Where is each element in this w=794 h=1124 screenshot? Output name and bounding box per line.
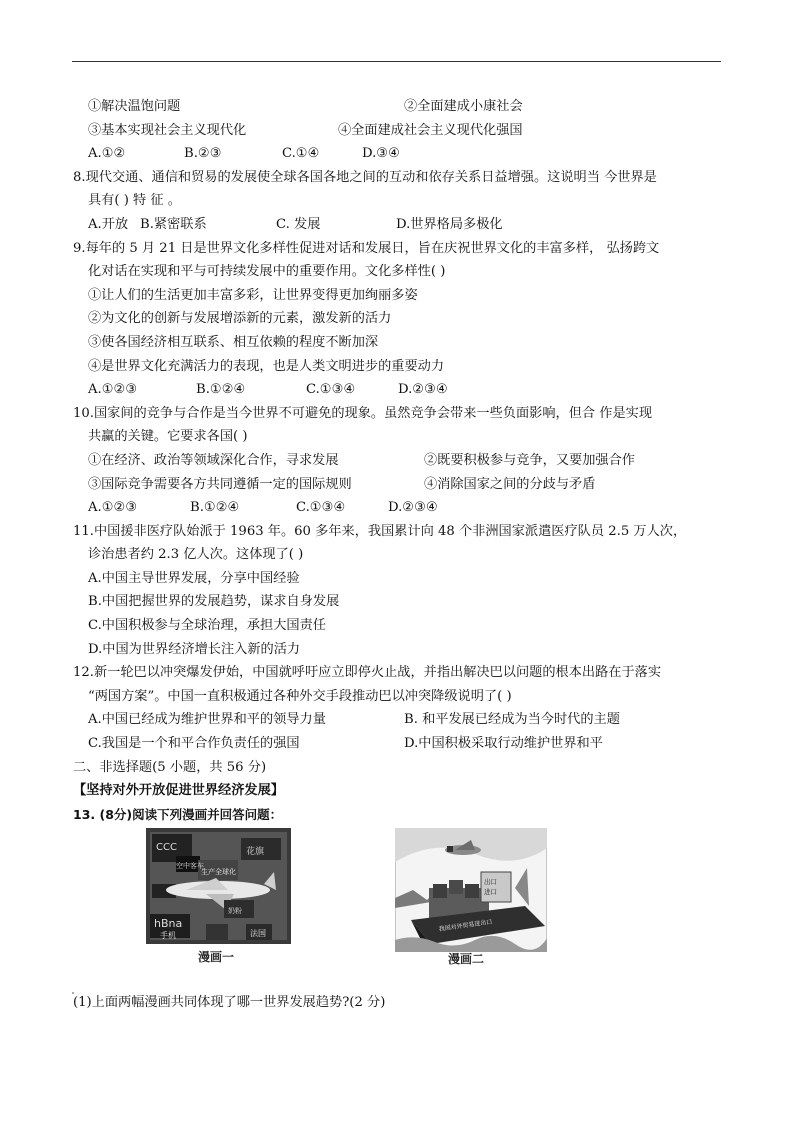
q10-option-3: ③国际竞争需要各方共同遵循一定的国际规则 <box>88 476 352 492</box>
choice-a[interactable]: A.①②③ <box>88 382 138 398</box>
q9-stem: 9.每年的 5 月 21 日是世界文化多样性促进对话和发展日，旨在庆祝世界文化的丰富多样， 弘扬跨文 <box>73 240 660 256</box>
choice-c[interactable]: C.①③④ <box>296 500 346 516</box>
q12-choice-b[interactable]: B. 和平发展已经成为当今时代的主题 <box>404 712 620 728</box>
q9-option-3: ③使各国经济相互联系、相互依赖的程度不断加深 <box>88 334 379 350</box>
q13-stem: 13. (8分)阅读下列漫画并回答问题： <box>73 806 283 822</box>
comic-1-caption: 漫画一 <box>198 950 235 965</box>
choice-a[interactable]: A.①②③ <box>88 500 138 516</box>
comic-1-label-huaqi: 花旗 <box>246 847 265 858</box>
comic-1-label-milk: 奶粉 <box>228 907 242 916</box>
comic-1-label-hbna: hBna <box>154 917 183 931</box>
q9-option-4: ④是世界文化充满活力的表现，也是人类文明进步的重要动力 <box>88 358 445 374</box>
q9-option-2: ②为文化的创新与发展增添新的元素，激发新的活力 <box>88 311 392 327</box>
q8-stem-cont: 具有( ) 特 征 。 <box>88 193 181 209</box>
q9-option-1: ①让人们的生活更加丰富多彩，让世界变得更加绚丽多姿 <box>88 287 418 303</box>
q8-stem: 8.现代交通、通信和贸易的发展使全球各国各地之间的互动和依存关系日益增强。这说明当 今世界是 <box>73 169 657 185</box>
q10-option-4: ④消除国家之间的分歧与矛盾 <box>424 476 596 492</box>
q8-choices <box>88 213 728 237</box>
q12-stem: 12.新一轮巴以冲突爆发伊始，中国就呼吁应立即停火止战，并指出解决巴以问题的根本出路在于落实 <box>73 665 662 681</box>
q12-choice-row <box>88 732 728 756</box>
header-rule <box>72 61 721 62</box>
q7-option-row <box>88 119 728 143</box>
choice-a[interactable]: A.①② <box>88 146 126 162</box>
q12-choice-a[interactable]: A.中国已经成为维护世界和平的领导力量 <box>88 712 326 728</box>
choice-c[interactable]: C. 发展 <box>276 216 321 232</box>
q7-option-1: ①解决温饱问题 <box>88 99 181 114</box>
choice-d[interactable]: D.②③④ <box>388 500 438 516</box>
q10-option-row <box>88 449 728 473</box>
section-topic: 【坚持对外开放促进世界经济发展】 <box>73 783 284 799</box>
q9-choices <box>88 378 728 402</box>
choice-b[interactable]: B.②③ <box>184 146 222 162</box>
q12-choice-row <box>88 708 728 732</box>
q11-choice-b[interactable]: B.中国把握世界的发展趋势，谋求自身发展 <box>88 594 340 610</box>
q7-option-row <box>88 95 728 119</box>
choice-b[interactable]: B.①②④ <box>196 382 246 398</box>
section-heading: 二、非选择题(5 小题，共 56 分) <box>73 759 267 775</box>
comic-2-label-import: 进口 <box>484 888 497 897</box>
q10-option-2: ②既要积极参与竞争，又要加强合作 <box>424 452 635 468</box>
comic-1-label-globalization: 生产全球化 <box>201 868 236 877</box>
q9-stem-cont: 化对话在实现和平与可持续发展中的重要作用。文化多样性( ) <box>88 264 446 280</box>
q11-choice-a[interactable]: A.中国主导世界发展，分享中国经验 <box>88 570 300 586</box>
comic-row <box>88 826 728 991</box>
q7-option-2: ②全面建成小康社会 <box>404 99 523 114</box>
q10-stem: 10.国家间的竞争与合作是当今世界不可避免的现象。虽然竞争会带来一些负面影响，但合 作是实现 <box>73 405 653 421</box>
q12-stem-cont: “两国方案”。中国一直积极通过各种外交手段推动巴以冲突降级说明了( ) <box>88 688 512 704</box>
choice-d[interactable]: D.③④ <box>362 146 400 162</box>
choice-c[interactable]: C.①④ <box>282 146 320 162</box>
choice-a[interactable]: A.开放 <box>88 216 129 232</box>
q12-choice-d[interactable]: D.中国积极采取行动维护世界和平 <box>404 736 603 752</box>
choice-c[interactable]: C.①③④ <box>306 382 356 398</box>
comic-2-label-trade: 我国对外贸易进出口 <box>438 918 493 934</box>
exam-page <box>73 95 728 1015</box>
q7-option-4: ④全面建成社会主义现代化强国 <box>338 122 523 138</box>
comic-1-label-france: 法国 <box>250 929 266 939</box>
choice-b[interactable]: B.紧密联系 <box>140 216 207 232</box>
q10-option-row <box>88 473 728 497</box>
q10-choices <box>88 496 728 520</box>
page-speck <box>72 992 74 994</box>
q11-stem-cont: 诊治患者约 2.3 亿人次。这体现了( ) <box>88 547 304 563</box>
comic-1-label-phone: 手机 <box>160 931 176 941</box>
q10-option-1: ①在经济、政治等领域深化合作，寻求发展 <box>88 452 339 468</box>
q13-subquestion-1: (1)上面两幅漫画共同体现了哪一世界发展趋势?(2 分) <box>73 995 386 1011</box>
q11-choice-d[interactable]: D.中国为世界经济增长注入新的活力 <box>88 641 301 657</box>
q7-option-3: ③基本实现社会主义现代化 <box>88 122 247 138</box>
q10-stem-cont: 共赢的关键。它要求各国( ) <box>88 429 248 445</box>
choice-b[interactable]: B.①②④ <box>190 500 240 516</box>
q12-choice-c[interactable]: C.我国是一个和平合作负责任的强国 <box>88 736 300 752</box>
q11-choice-c[interactable]: C.中国积极参与全球治理，承担大国责任 <box>88 618 326 634</box>
comic-1-label-ccc: CCC <box>156 842 177 854</box>
choice-d[interactable]: D.世界格局多极化 <box>396 216 503 232</box>
comic-1-label-airbus: 空中客车 <box>176 862 204 871</box>
comic-2-caption: 漫画二 <box>448 952 485 967</box>
comic-2-image <box>395 828 547 952</box>
q7-choices <box>88 142 728 166</box>
choice-d[interactable]: D.②③④ <box>398 382 448 398</box>
comic-1-image <box>146 828 291 944</box>
comic-2-label-export: 出口 <box>484 878 497 887</box>
q11-stem: 11.中国援非医疗队始派于 1963 年。60 多年来，我国累计向 48 个非洲国家派遣医疗队员 2.5 万人次， <box>73 523 687 539</box>
